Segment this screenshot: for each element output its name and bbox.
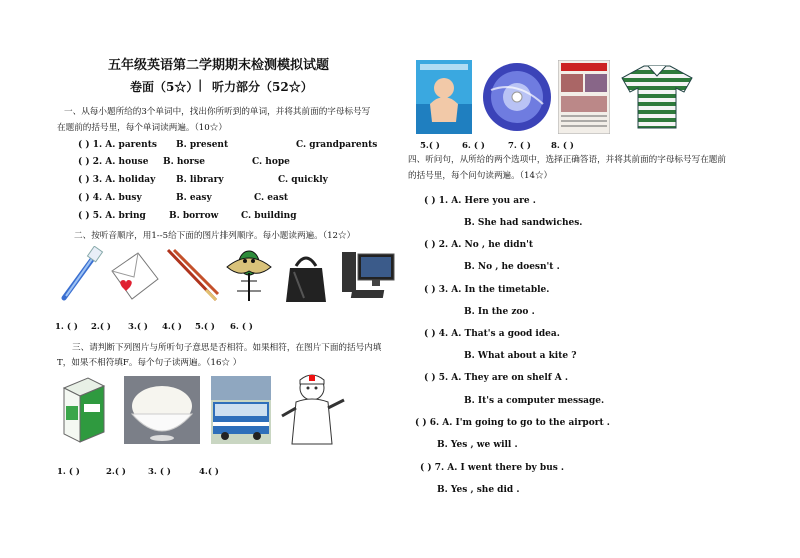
kite-icon (223, 247, 275, 305)
baby-poster-icon (416, 60, 472, 134)
s4-q6-b: B. Yes , we will . (437, 440, 518, 450)
s3-blank-8[interactable]: 8. ( ) (551, 141, 574, 151)
s3-blank-7[interactable]: 7. ( ) (508, 141, 531, 151)
s1-q1[interactable]: ( ) 1. A. parents (78, 140, 157, 150)
cd-icon (481, 60, 553, 134)
bus-icon (211, 376, 271, 444)
s4-q2-b: B. No , he doesn't . (464, 262, 560, 272)
rice-bowl-icon (124, 376, 200, 444)
s1-q3[interactable]: ( ) 3. A. holiday (78, 175, 156, 185)
s1-q5-c: C. building (241, 211, 297, 221)
s4-q2-a[interactable]: ( ) 2. A. No , he didn't (424, 240, 534, 250)
s3-blank-2[interactable]: 2.( ) (106, 467, 126, 477)
s2-blank-1[interactable]: 1. ( ) (55, 322, 78, 332)
newspaper-icon (558, 60, 610, 134)
envelope-heart-icon (108, 249, 160, 305)
s1-q2-c: C. hope (252, 157, 290, 167)
subtitle-listening: 听力部分（52☆） (212, 80, 313, 94)
s1-q1-c: C. grandparents (296, 140, 378, 150)
striped-shirt-icon (620, 62, 694, 130)
computer-icon (340, 246, 398, 306)
s3-blank-5[interactable]: 5.( ) (420, 141, 440, 151)
subtitle-separator: | (198, 78, 203, 92)
s4-q5-a[interactable]: ( ) 5. A. They are on shelf A . (424, 373, 569, 383)
section4-instruction-2: 的括号里，每个问句读两遍。（14☆） (408, 171, 553, 181)
s1-q4[interactable]: ( ) 4. A. busy (78, 193, 142, 203)
s1-q2-b: B. horse (163, 157, 205, 167)
s2-blank-6[interactable]: 6. ( ) (230, 322, 253, 332)
s3-blank-6[interactable]: 6. ( ) (462, 141, 485, 151)
s1-q2[interactable]: ( ) 2. A. house (78, 157, 149, 167)
s3-blank-1[interactable]: 1. ( ) (57, 467, 80, 477)
toothbrush-icon (58, 246, 106, 304)
s1-q5[interactable]: ( ) 5. A. bring (78, 211, 146, 221)
section4-instruction-1: 四、听问句，从所给的两个选项中，选择正确答语，并将其前面的字母标号写在题前 (408, 155, 726, 165)
s1-q4-c: C. east (254, 193, 289, 203)
subtitle-score: 卷面（5☆） (130, 80, 199, 94)
page-title: 五年级英语第二学期期末检测模拟试题 (108, 58, 330, 73)
s1-q5-b: B. borrow (169, 211, 219, 221)
doctor-icon (278, 370, 348, 446)
s3-blank-3[interactable]: 3. ( ) (148, 467, 171, 477)
s1-q4-b: B. easy (176, 193, 212, 203)
s1-q1-b: B. present (176, 140, 229, 150)
section3-instruction-1: 三、请判断下列图片与所听句子意思是否相符。如果相符，在图片下面的括号内填 (72, 343, 382, 353)
section2-instruction: 二、按听音顺序，用1--5给下面的图片排列顺序。每小题读两遍。（12☆） (74, 231, 356, 241)
s4-q3-b: B. In the zoo . (464, 307, 535, 317)
chopsticks-icon (166, 248, 220, 304)
s2-blank-4[interactable]: 4.( ) (162, 322, 182, 332)
s4-q4-a[interactable]: ( ) 4. A. That's a good idea. (424, 329, 560, 339)
s4-q4-b: B. What about a kite ? (464, 351, 577, 361)
s4-q5-b: B. It's a computer message. (464, 396, 605, 406)
section1-instruction-1: 一、从每小题所给的3个单词中，找出你所听到的单词，并将其前面的字母标号写 (64, 107, 371, 117)
s4-q3-a[interactable]: ( ) 3. A. In the timetable. (424, 285, 550, 295)
section1-instruction-2: 在题前的括号里，每个单词读两遍。（10☆） (57, 123, 227, 133)
handbag-icon (284, 250, 328, 304)
s1-q3-c: C. quickly (278, 175, 328, 185)
milk-carton-icon (58, 376, 110, 444)
s4-q6-a[interactable]: ( ) 6. A. I'm going to go to the airport . (415, 418, 610, 428)
s2-blank-3[interactable]: 3.( ) (128, 322, 148, 332)
s2-blank-5[interactable]: 5.( ) (195, 322, 215, 332)
s1-q3-b: B. library (176, 175, 224, 185)
s4-q1-b: B. She had sandwiches. (464, 218, 583, 228)
s4-q7-b: B. Yes , she did . (437, 485, 520, 495)
s4-q1-a[interactable]: ( ) 1. A. Here you are . (424, 196, 536, 206)
s2-blank-2[interactable]: 2.( ) (91, 322, 111, 332)
s3-blank-4[interactable]: 4.( ) (199, 467, 219, 477)
s4-q7-a[interactable]: ( ) 7. A. I went there by bus . (420, 463, 565, 473)
section3-instruction-2: T，如果不相符填F。每个句子读两遍。（16☆ ） (57, 358, 242, 368)
